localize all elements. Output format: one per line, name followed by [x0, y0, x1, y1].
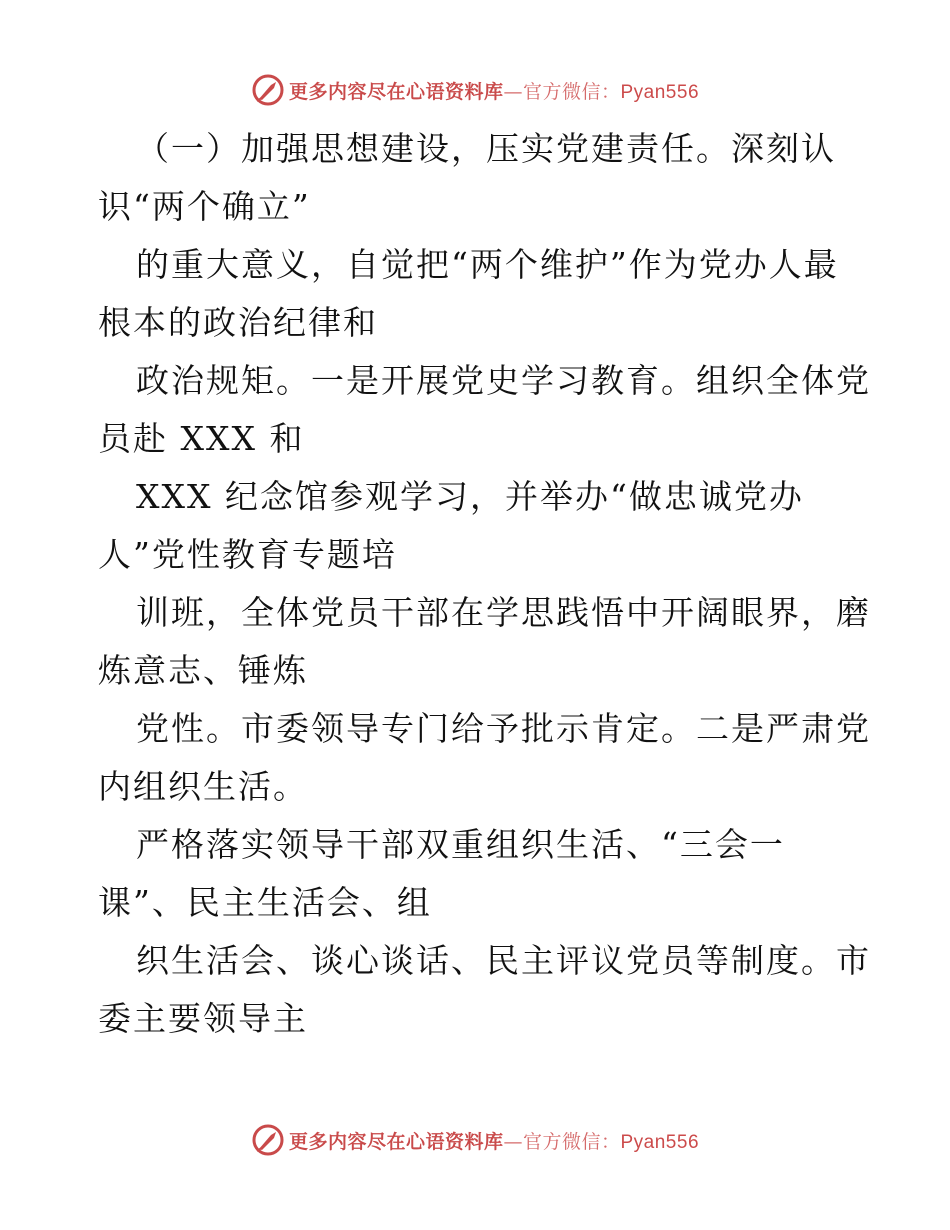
watermark-main: 更多内容尽在心语资料库: [288, 80, 504, 103]
text-line: 课”、民主生活会、组: [98, 883, 432, 922]
text-line: 根本的政治纪律和: [98, 303, 378, 342]
watermark-label: 官方微信：: [522, 1130, 621, 1153]
footer-watermark: [0, 1120, 950, 1160]
text-line: 政治规矩。一是开展党史学习教育。组织全体党: [136, 361, 871, 400]
text-line: 员赴 XXX 和: [98, 419, 305, 458]
document-body: [98, 120, 871, 1048]
watermark-text: [289, 77, 699, 104]
text-line: 训班，全体党员干部在学思践悟中开阔眼界，磨: [136, 593, 871, 632]
watermark-id: Pyan556: [620, 1131, 700, 1153]
text-line: 织生活会、谈心谈话、民主评议党员等制度。市: [136, 941, 871, 980]
quill-seal-icon: [251, 1123, 285, 1157]
text-line: 炼意志、锤炼: [98, 651, 308, 690]
text-line: 严格落实领导干部双重组织生活、“三会一: [136, 825, 785, 864]
text-line: 人”党性教育专题培: [98, 535, 397, 574]
text-line: 内组织生活。: [98, 767, 308, 806]
quill-seal-icon: [251, 73, 285, 107]
watermark-text: [289, 1127, 699, 1154]
watermark-sep: —: [503, 80, 523, 103]
watermark-main: 更多内容尽在心语资料库: [288, 1130, 504, 1153]
text-line: （一）加强思想建设，压实党建责任。深刻认: [136, 129, 836, 168]
text-line: XXX 纪念馆参观学习，并举办“做忠诚党办: [136, 477, 804, 516]
text-line: 党性。市委领导专门给予批示肯定。二是严肃党: [136, 709, 871, 748]
watermark-label: 官方微信：: [522, 80, 621, 103]
watermark-sep: —: [503, 1130, 523, 1153]
watermark-id: Pyan556: [620, 81, 700, 103]
text-line: 识“两个确立”: [98, 187, 311, 226]
text-line: 委主要领导主: [98, 999, 308, 1038]
text-line: 的重大意义，自觉把“两个维护”作为党办人最: [136, 245, 839, 284]
header-watermark: [0, 70, 950, 110]
